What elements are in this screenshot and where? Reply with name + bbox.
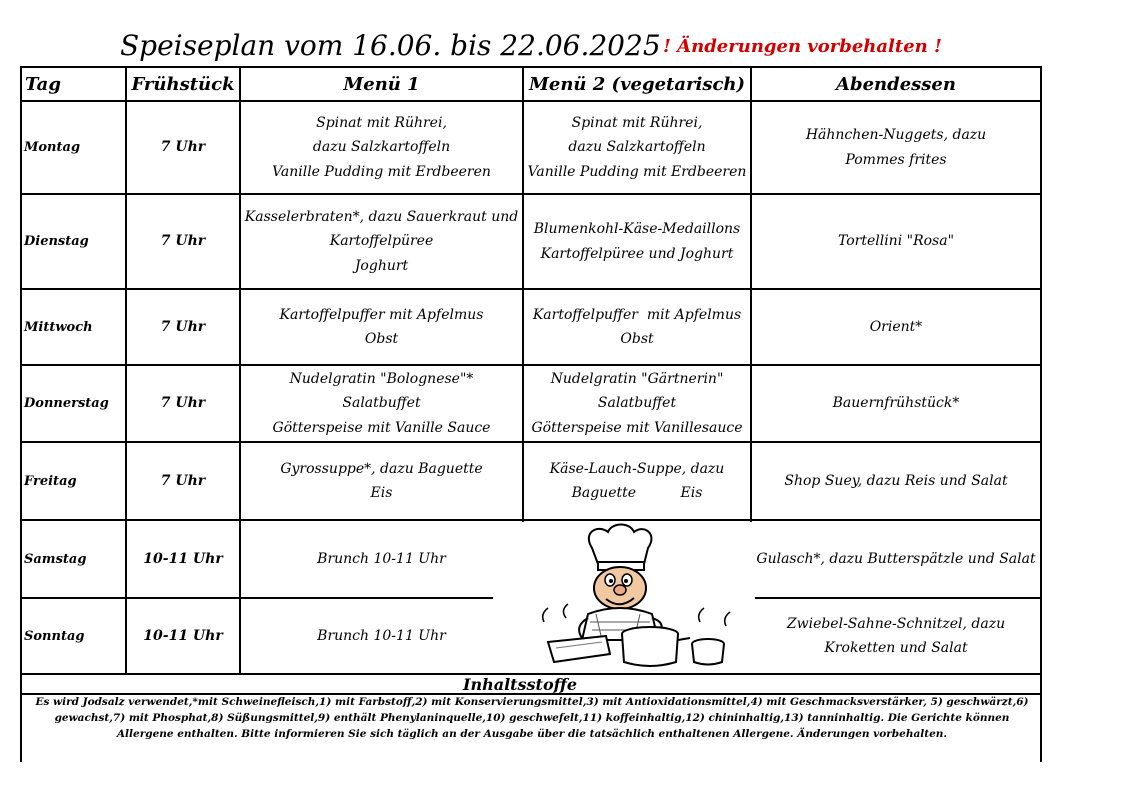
dish-line: Brunch 10-11 Uhr	[317, 550, 446, 567]
menu1-cell	[241, 599, 522, 673]
day-label: Mittwoch	[24, 319, 93, 335]
day-label: Montag	[24, 140, 81, 155]
dinner-cell	[752, 521, 1040, 597]
dish-line: dazu Salzkartoffeln	[312, 139, 451, 156]
dinner-cell	[752, 443, 1040, 519]
day-label: Donnerstag	[24, 396, 109, 411]
footer-ingredients-text: Es wird Jodsalz verwendet,*mit Schweinefleisch,1) mit Farbstoff,2) mit Konservierungsmittel,3) mit Antioxidationsmittel,4) mit Geschmacksverstärker, 5) geschwärzt,6) gewachst,7) mit Phosphat,8) Süßungsmittel,9) enthält Phenylaninquelle,10) geschwefelt,11) koffeinhaltig,12) chininhaltig,13) tanninhaltig. Die Gerichte können Allergene enthalten. Bitte informieren Sie sich täglich an der Ausgabe über die tatsächlich enthaltenen Allergene. Änderungen vorbehalten.	[35, 696, 1029, 740]
dish-line: Nudelgratin "Bolognese"*	[289, 370, 474, 387]
footer-heading: Inhaltsstoffe	[462, 675, 578, 694]
menu1-cell	[241, 290, 522, 364]
dinner-cell	[752, 195, 1040, 288]
dish-line: Bauernfrühstück*	[832, 395, 960, 412]
column-header-abendessen: Abendessen	[836, 74, 956, 95]
breakfast-time: 7 Uhr	[160, 139, 206, 156]
dish-line: Kroketten und Salat	[824, 640, 968, 656]
dish-line: Blumenkohl-Käse-Medaillons	[533, 221, 741, 237]
dish-line: Götterspeise mit Vanillesauce	[531, 419, 743, 436]
dinner-cell	[752, 102, 1040, 193]
dish-line: Eis	[370, 485, 393, 501]
breakfast-time: 10-11 Uhr	[143, 550, 223, 567]
table-border-left	[20, 66, 22, 762]
dish-line: Obst	[620, 331, 654, 347]
menu1-cell	[241, 195, 522, 288]
dish-line: Gyrossuppe*, dazu Baguette	[280, 460, 483, 477]
dish-line: Käse-Lauch-Suppe, dazu	[549, 460, 725, 477]
day-label: Dienstag	[24, 234, 89, 249]
dish-line: Kartoffelpüree und Joghurt	[540, 245, 734, 262]
dish-line: Zwiebel-Sahne-Schnitzel, dazu	[786, 615, 1006, 632]
dish-line: Obst	[364, 331, 399, 347]
day-label: Sonntag	[24, 628, 85, 644]
page-title: Speiseplan vom 16.06. bis 22.06.2025	[120, 29, 661, 62]
menu1-cell	[241, 102, 522, 193]
menu2-cell	[524, 290, 750, 364]
dish-line: Hähnchen-Nuggets, dazu	[805, 127, 987, 143]
day-label: Freitag	[24, 473, 77, 489]
dish-line: Brunch 10-11 Uhr	[317, 627, 446, 644]
menu1-cell	[241, 443, 522, 519]
column-header-fruehstueck: Frühstück	[131, 74, 235, 95]
breakfast-time: 7 Uhr	[160, 472, 206, 489]
dish-line: Kartoffelpuffer mit Apfelmus	[532, 306, 742, 323]
dish-line: Shop Suey, dazu Reis und Salat	[784, 472, 1008, 489]
dish-line: Joghurt	[354, 257, 409, 274]
dish-line: Vanille Pudding mit Erdbeeren	[527, 163, 747, 180]
dish-line: Spinat mit Rührei,	[316, 114, 447, 131]
change-notice: ! Änderungen vorbehalten !	[663, 36, 942, 57]
breakfast-time: 7 Uhr	[160, 233, 206, 250]
table-border-right	[1040, 66, 1042, 762]
day-label: Samstag	[24, 551, 87, 567]
breakfast-time: 7 Uhr	[160, 318, 206, 335]
dinner-cell	[752, 290, 1040, 364]
dish-line: Kartoffelpuffer mit Apfelmus	[279, 306, 484, 323]
dish-line: Spinat mit Rührei,	[571, 114, 703, 131]
menu2-cell	[524, 195, 750, 288]
chef-cooking-icon	[530, 522, 745, 672]
dish-line: Vanille Pudding mit Erdbeeren	[272, 163, 491, 180]
table-border-top	[20, 66, 1042, 68]
dish-line: dazu Salzkartoffeln	[568, 139, 706, 156]
dish-line: Götterspeise mit Vanille Sauce	[272, 419, 491, 436]
dish-line: Baguette Eis	[571, 485, 703, 501]
dinner-cell	[752, 366, 1040, 441]
column-header-menu2: Menü 2 (vegetarisch)	[528, 74, 746, 95]
dish-line: Gulasch*, dazu Butterspätzle und Salat	[756, 550, 1036, 567]
dish-line: Orient*	[869, 318, 923, 335]
column-header-menu1: Menü 1	[343, 74, 420, 95]
breakfast-time: 7 Uhr	[160, 395, 206, 412]
menu2-cell	[524, 443, 750, 519]
dish-line: Salatbuffet	[342, 395, 421, 412]
dinner-cell	[752, 599, 1040, 673]
column-header-tag: Tag	[25, 74, 61, 95]
dish-line: Kasselerbraten*, dazu Sauerkraut und	[244, 208, 519, 225]
menu2-cell	[524, 366, 750, 441]
menu2-cell	[524, 102, 750, 193]
dish-line: Nudelgratin "Gärtnerin"	[550, 370, 724, 387]
dish-line: Tortellini "Rosa"	[837, 233, 955, 250]
dish-line: Pommes frites	[845, 151, 947, 168]
dish-line: Kartoffelpüree	[329, 233, 434, 250]
menu1-cell	[241, 366, 522, 441]
dish-line: Salatbuffet	[597, 395, 677, 412]
breakfast-time: 10-11 Uhr	[143, 627, 223, 644]
menu1-cell	[241, 521, 522, 597]
